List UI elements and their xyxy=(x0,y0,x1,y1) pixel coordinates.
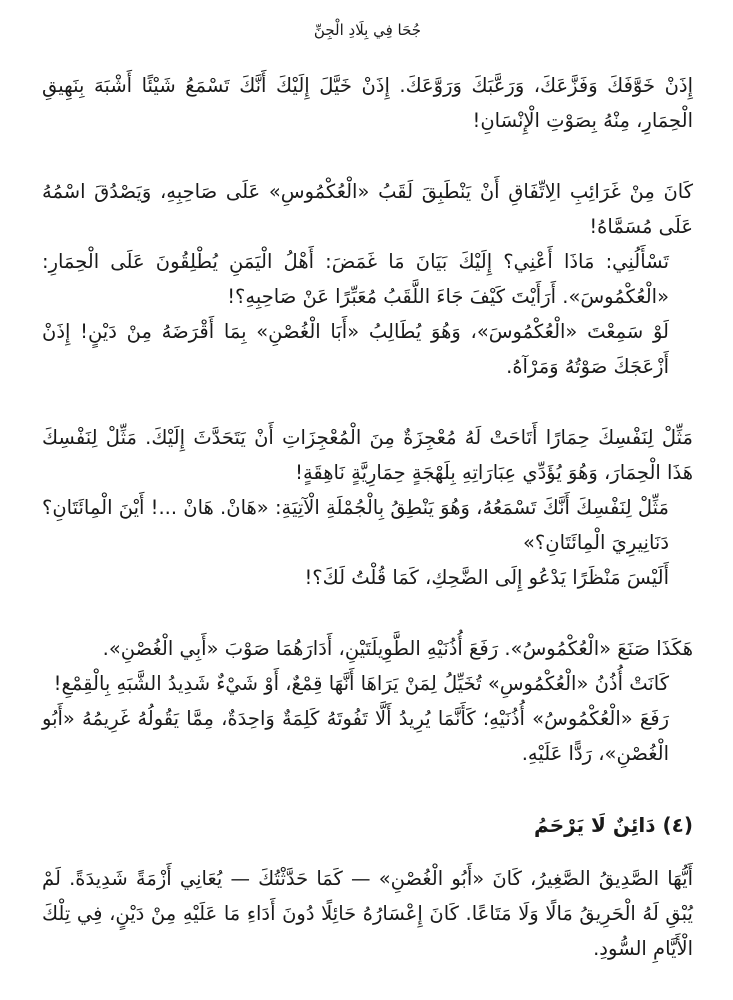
paragraph: لَوْ سَمِعْتَ «الْعُكْمُوسَ»، وَهُوَ يُطَالِبُ «أَبَا الْغُصْنِ» بِمَا أَقْرَضَهُ مِنْ دَيْنٍ! إِذَنْ أَزْعَجَكَ صَوْتُهُ وَمَرْآهُ. xyxy=(42,320,669,378)
paragraph-gap xyxy=(42,771,693,807)
paragraph: هَكَذَا صَنَعَ «الْعُكْمُوسُ». رَفَعَ أُذُنَيْهِ الطَّوِيلَتَيْنِ، أَدَارَهُمَا صَوْبَ «أَبِي الْغُصْنِ». xyxy=(102,637,693,660)
paragraph: مَثِّلْ لِنَفْسِكَ حِمَارًا أَتَاحَتْ لَهُ مُعْجِزَةٌ مِنَ الْمُعْجِزَاتِ أَنْ يَتَحَدَّثَ إِلَيْكَ. مَثِّلْ لِنَفْسِكَ هَذَا الْحِمَارَ، وَهُوَ يُؤَدِّي عِبَارَاتِهِ بِلَهْجَةٍ حِمَارِيَّةٍ نَاهِقَةٍ! xyxy=(42,426,693,484)
paragraph: مَثِّلْ لِنَفْسِكَ أَنَّكَ تَسْمَعُهُ، وَهُوَ يَنْطِقُ بِالْجُمْلَةِ الْآتِيَةِ: «هَانْ. هَانْ ...! أَيْنَ الْمِائَتَانِ؟ دَنَانِيرِيَ الْمِائَتَانِ؟» xyxy=(42,496,669,554)
paragraph: أَلَيْسَ مَنْظَرًا يَدْعُو إِلَى الضَّحِكِ، كَمَا قُلْتُ لَكَ؟! xyxy=(304,566,669,589)
paragraph: تَسْأَلُنِي: مَاذَا أَعْنِي؟ إِلَيْكَ بَيَانَ مَا غَمَضَ: أَهْلُ الْيَمَنِ يُطْلِقُونَ عَلَى الْحِمَارِ: «الْعُكْمُوسَ». أَرَأَيْتَ كَيْفَ جَاءَ اللَّقَبُ مُعَبِّرًا عَنْ صَاحِبِهِ؟! xyxy=(42,250,669,308)
section-heading: (٤) دَائِنٌ لَا يَرْحَمُ xyxy=(534,813,693,837)
paragraph: كَانَتْ أُذُنُ «الْعُكْمُوسِ» تُخَيِّلُ لِمَنْ يَرَاهَا أَنَّهَا قِمْعٌ، أَوْ شَيْءٌ شَدِيدُ الشَّبَهِ بِالْقِمْعِ! xyxy=(53,672,669,695)
paragraph-gap xyxy=(42,138,693,174)
paragraph-gap xyxy=(42,384,693,420)
paragraph: إِذَنْ خَوَّفَكَ وَفَزَّعَكَ، وَرَعَّبَكَ وَرَوَّعَكَ. إِذَنْ خَيَّلَ إِلَيْكَ أَنَّكَ تَسْمَعُ شَيْئًا أَشْبَهَ بِنَهِيقِ الْحِمَارِ، مِنْهُ بِصَوْتِ الْإِنْسَانِ! xyxy=(42,74,693,132)
paragraph: رَفَعَ «الْعُكْمُوسُ» أُذُنَيْهِ؛ كَأَنَّمَا يُرِيدُ أَلَّا تَفُوتَهُ كَلِمَةٌ وَاحِدَةٌ، مِمَّا يَقُولُهُ غَرِيمُهُ «أَبُو الْغُصْنِ»، رَدًّا عَلَيْهِ. xyxy=(42,707,669,765)
paragraph: كَانَ مِنْ غَرَائِبِ الِاتِّفَاقِ أَنْ يَنْطَبِقَ لَقَبُ «الْعُكْمُوسِ» عَلَى صَاحِبِهِ، وَيَصْدُقَ اسْمُهُ عَلَى مُسَمَّاهُ! xyxy=(42,180,693,238)
paragraph-gap xyxy=(42,595,693,631)
running-title: جُحَا فِي بِلَادِ الْجِنِّ xyxy=(313,21,422,39)
paragraph: أَيُّهَا الصَّدِيقُ الصَّغِيرُ، كَانَ «أَبُو الْغُصْنِ» — كَمَا حَدَّثْتُكَ — يُعَانِي أَزْمَةً شَدِيدَةً. لَمْ يُبْقِ لَهُ الْحَرِيقُ مَالًا وَلَا مَتَاعًا. كَانَ إِعْسَارُهُ حَائِلًا دُونَ أَدَاءِ مَا عَلَيْهِ مِنْ دَيْنٍ، فِي تِلْكَ الْأَيَّامِ السُّودِ. xyxy=(42,867,693,960)
